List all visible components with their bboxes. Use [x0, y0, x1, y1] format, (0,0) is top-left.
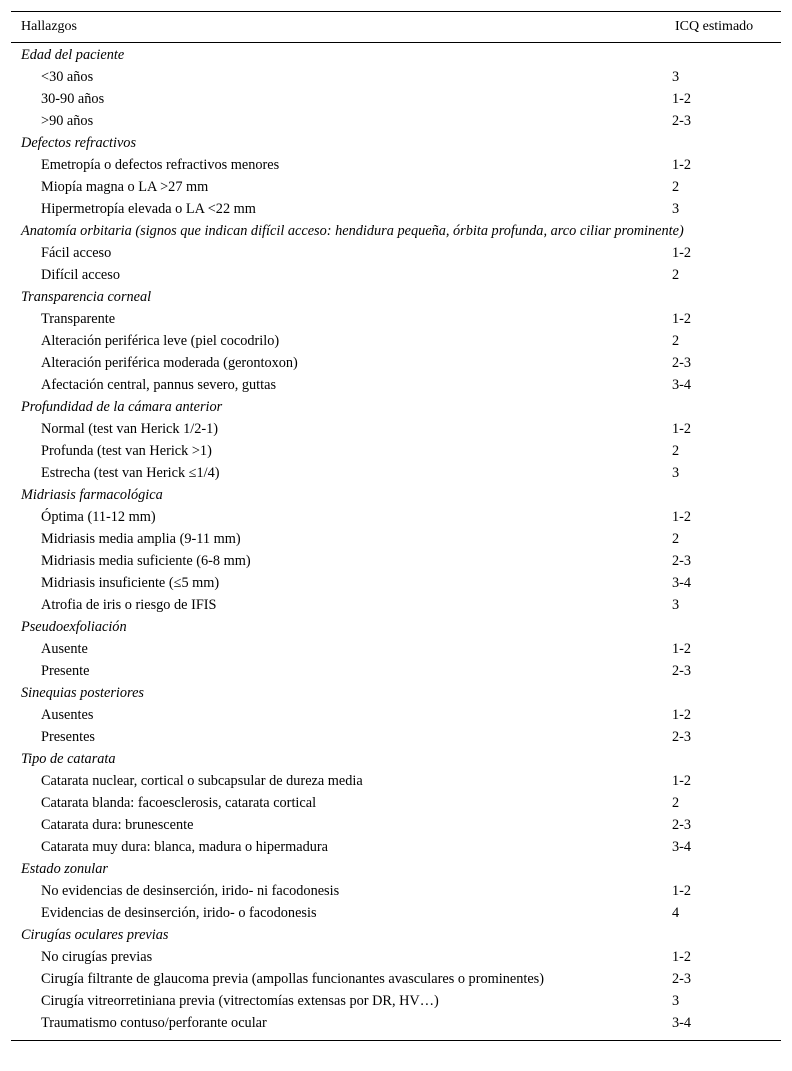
- finding-label: Óptima (11-12 mm): [41, 508, 156, 525]
- finding-label: Normal (test van Herick 1/2-1): [41, 420, 219, 437]
- icq-value: 2: [672, 266, 680, 283]
- finding-label: No evidencias de desinserción, irido- ni facodonesis: [41, 882, 340, 899]
- table-row: [11, 264, 781, 286]
- category-title: Transparencia corneal: [21, 288, 152, 305]
- table-row: [11, 242, 781, 264]
- icq-value: 4: [672, 904, 680, 921]
- finding-label: Evidencias de desinserción, irido- o facodonesis: [41, 904, 317, 921]
- finding-label: Miopía magna o LA >27 mm: [41, 178, 209, 195]
- table-row: [11, 330, 781, 352]
- icq-value: 2-3: [672, 728, 692, 745]
- icq-value: 3: [672, 596, 680, 613]
- icq-value: 2-3: [672, 970, 692, 987]
- table-row: [11, 968, 781, 990]
- finding-label: Traumatismo contuso/perforante ocular: [41, 1014, 267, 1031]
- icq-value: 3: [672, 68, 680, 85]
- header-findings: Hallazgos: [21, 19, 77, 34]
- icq-value: 1-2: [672, 772, 692, 789]
- finding-label: Profunda (test van Herick >1): [41, 442, 212, 459]
- finding-label: Estrecha (test van Herick ≤1/4): [41, 464, 220, 481]
- category-row: [11, 616, 781, 638]
- finding-label: Catarata muy dura: blanca, madura o hipermadura: [41, 838, 329, 855]
- icq-value: 2: [672, 794, 680, 811]
- table-row: [11, 770, 781, 792]
- category-row: [11, 858, 781, 880]
- table-row: [11, 418, 781, 440]
- table-row: [11, 352, 781, 374]
- finding-label: Cirugía filtrante de glaucoma previa (ampollas funcionantes avasculares o prominentes): [41, 970, 544, 987]
- icq-value: 2-3: [672, 112, 692, 129]
- finding-label: Atrofia de iris o riesgo de IFIS: [41, 596, 217, 613]
- icq-value: 3: [672, 200, 680, 217]
- icq-value: 3-4: [672, 574, 692, 591]
- icq-value: 1-2: [672, 90, 692, 107]
- category-title: Midriasis farmacológica: [21, 486, 163, 503]
- category-title: Estado zonular: [21, 860, 108, 877]
- icq-value: 3-4: [672, 838, 692, 855]
- icq-value: 1-2: [672, 640, 692, 657]
- table-row: [11, 660, 781, 682]
- table-header: [11, 12, 781, 43]
- table-row: [11, 440, 781, 462]
- icq-value: 3-4: [672, 1014, 692, 1031]
- finding-label: Ausente: [41, 640, 88, 657]
- finding-label: Midriasis media amplia (9-11 mm): [41, 530, 241, 547]
- category-row: [11, 484, 781, 506]
- finding-label: Ausentes: [41, 706, 94, 723]
- table-row: [11, 726, 781, 748]
- category-row: [11, 44, 781, 66]
- icq-value: 2-3: [672, 354, 692, 371]
- finding-label: Alteración periférica moderada (gerontoxon): [41, 354, 298, 371]
- icq-value: 2: [672, 442, 680, 459]
- icq-value: 1-2: [672, 706, 692, 723]
- finding-label: >90 años: [41, 112, 94, 129]
- table-body: [11, 43, 781, 1040]
- icq-value: 1-2: [672, 882, 692, 899]
- icq-value: 3: [672, 992, 680, 1009]
- finding-label: Catarata nuclear, cortical o subcapsular de dureza media: [41, 772, 363, 789]
- icq-value: 1-2: [672, 156, 692, 173]
- table-row: [11, 594, 781, 616]
- icq-value: 2: [672, 530, 680, 547]
- category-title: Cirugías oculares previas: [21, 926, 169, 943]
- finding-label: <30 años: [41, 68, 94, 85]
- category-title: Edad del paciente: [21, 46, 125, 63]
- category-row: [11, 286, 781, 308]
- table-row: [11, 902, 781, 924]
- icq-value: 1-2: [672, 948, 692, 965]
- finding-label: Presentes: [41, 728, 95, 745]
- finding-label: Catarata blanda: facoesclerosis, catarata cortical: [41, 794, 317, 811]
- table-row: [11, 638, 781, 660]
- table-row: [11, 572, 781, 594]
- icq-value: 1-2: [672, 244, 692, 261]
- table-row: [11, 880, 781, 902]
- icq-value: 1-2: [672, 420, 692, 437]
- icq-value: 1-2: [672, 310, 692, 327]
- icq-value: 2-3: [672, 552, 692, 569]
- category-title: Anatomía orbitaria (signos que indican difícil acceso: hendidura pequeña, órbita profunda, arco ciliar prominente): [21, 222, 684, 239]
- table-row: [11, 154, 781, 176]
- finding-label: Catarata dura: brunescente: [41, 816, 194, 833]
- table-row: [11, 374, 781, 396]
- table-row: [11, 836, 781, 858]
- icq-value: 2-3: [672, 662, 692, 679]
- category-row: [11, 220, 781, 242]
- category-title: Profundidad de la cámara anterior: [21, 398, 223, 415]
- table-row: [11, 66, 781, 88]
- finding-label: No cirugías previas: [41, 948, 153, 965]
- table-row: [11, 110, 781, 132]
- category-title: Sinequias posteriores: [21, 684, 144, 701]
- findings-table: [11, 11, 781, 1041]
- icq-value: 2: [672, 332, 680, 349]
- category-row: [11, 132, 781, 154]
- finding-label: Emetropía o defectos refractivos menores: [41, 156, 280, 173]
- category-row: [11, 924, 781, 946]
- finding-label: 30-90 años: [41, 90, 105, 107]
- table-row: [11, 462, 781, 484]
- finding-label: Alteración periférica leve (piel cocodrilo): [41, 332, 280, 349]
- finding-label: Cirugía vitreorretiniana previa (vitrectomías extensas por DR, HV…): [41, 992, 439, 1009]
- finding-label: Midriasis media suficiente (6-8 mm): [41, 552, 251, 569]
- icq-value: 2-3: [672, 816, 692, 833]
- finding-label: Difícil acceso: [41, 266, 120, 283]
- icq-value: 3: [672, 464, 680, 481]
- finding-label: Fácil acceso: [41, 244, 112, 261]
- table-row: [11, 550, 781, 572]
- finding-label: Afectación central, pannus severo, guttas: [41, 376, 277, 393]
- finding-label: Midriasis insuficiente (≤5 mm): [41, 574, 220, 591]
- table-row: [11, 308, 781, 330]
- table-row: [11, 704, 781, 726]
- table-row: [11, 946, 781, 968]
- category-title: Pseudoexfoliación: [21, 618, 127, 635]
- table-row: [11, 176, 781, 198]
- table-row: [11, 528, 781, 550]
- table-row: [11, 792, 781, 814]
- table-row: [11, 198, 781, 220]
- table-row: [11, 990, 781, 1012]
- icq-value: 2: [672, 178, 680, 195]
- category-row: [11, 748, 781, 770]
- finding-label: Hipermetropía elevada o LA <22 mm: [41, 200, 256, 217]
- table-row: [11, 88, 781, 110]
- category-row: [11, 396, 781, 418]
- table-row: [11, 506, 781, 528]
- header-icq: ICQ estimado: [675, 19, 754, 34]
- icq-value: 3-4: [672, 376, 692, 393]
- category-title: Tipo de catarata: [21, 750, 116, 767]
- finding-label: Presente: [41, 662, 90, 679]
- category-title: Defectos refractivos: [21, 134, 137, 151]
- finding-label: Transparente: [41, 310, 116, 327]
- table-row: [11, 1012, 781, 1034]
- table-row: [11, 814, 781, 836]
- icq-value: 1-2: [672, 508, 692, 525]
- category-row: [11, 682, 781, 704]
